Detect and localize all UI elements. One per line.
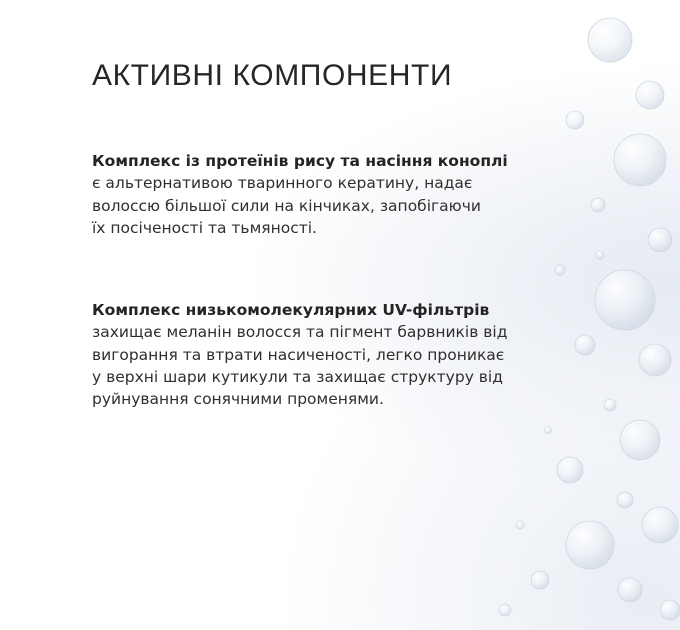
component-heading: Комплекс із протеїнів рису та насіння коноплі (92, 152, 508, 170)
component-description-line: у верхні шари кутикули та захищає структуру від (92, 368, 503, 387)
component-uv-filters (92, 299, 562, 410)
component-description-line: їх посіченості та тьмяності. (92, 218, 317, 237)
component-description-line: вигорання та втрати насиченості, легко проникає (92, 345, 505, 364)
component-description-line: є альтернативою тваринного кератину, надає (92, 174, 473, 193)
component-heading: Комплекс низькомолекулярних UV-фільтрів (92, 301, 490, 320)
component-description-line: захищає меланін волосся та пігмент барвників від (92, 323, 508, 342)
component-rice-hemp-protein (92, 150, 562, 239)
page-title: АКТИВНІ КОМПОНЕНТИ (92, 59, 453, 92)
component-description-line: руйнування сонячними променями. (92, 390, 384, 409)
component-description-line: волоссю більшої сили на кінчиках, запобігаючи (92, 196, 481, 215)
active-components-section (92, 54, 562, 411)
